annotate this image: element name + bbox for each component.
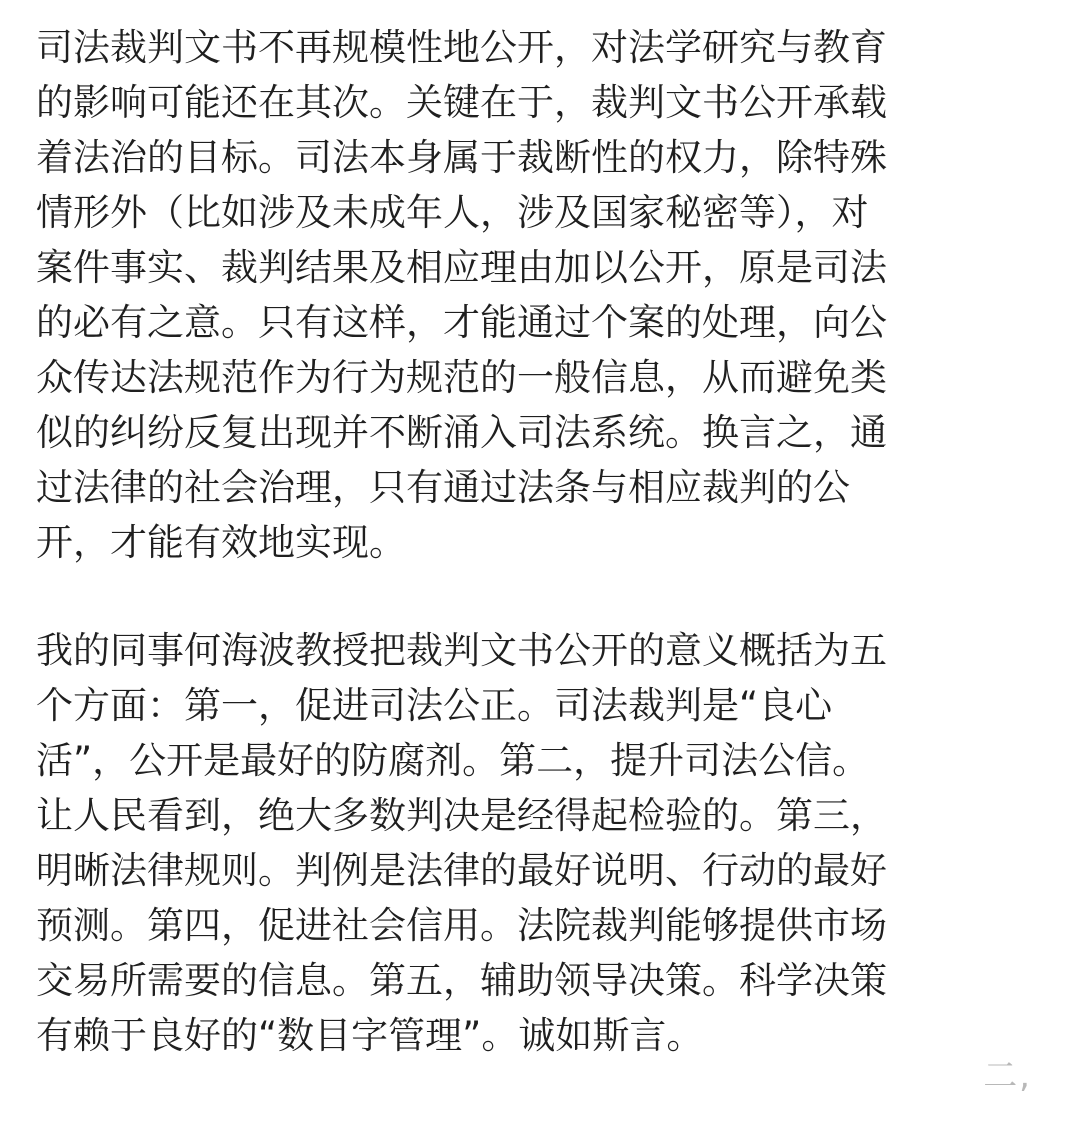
text-line: 开，才能有效地实现。 [36, 521, 406, 564]
document-body [36, 0, 1046, 1063]
text-line: 的影响可能还在其次。关键在于，裁判文书公开承载 [36, 81, 887, 124]
text-line: 着法治的目标。司法本身属于裁断性的权力，除特殊 [36, 136, 887, 179]
text-line: 活”，公开是最好的防腐剂。第二，提升司法公信。 [36, 739, 870, 782]
paragraph-1 [36, 20, 1046, 570]
text-line: 众传达法规范作为行为规范的一般信息，从而避免类 [36, 356, 887, 399]
text-line: 司法裁判文书不再规模性地公开，对法学研究与教育 [36, 26, 887, 69]
text-line: 个方面：第一，促进司法公正。司法裁判是“良心 [36, 684, 833, 727]
text-line: 案件事实、裁判结果及相应理由加以公开，原是司法 [36, 246, 887, 289]
text-line: 过法律的社会治理，只有通过法条与相应裁判的公 [36, 466, 850, 509]
watermark: 二, [983, 1056, 1032, 1096]
text-line: 交易所需要的信息。第五，辅助领导决策。科学决策 [36, 959, 887, 1002]
text-line: 预测。第四，促进社会信用。法院裁判能够提供市场 [36, 904, 887, 947]
text-line: 情形外（比如涉及未成年人，涉及国家秘密等），对 [36, 191, 869, 234]
text-line: 有赖于良好的“数目字管理”。诚如斯言。 [36, 1014, 704, 1057]
text-line: 明晰法律规则。判例是法律的最好说明、行动的最好 [36, 849, 887, 892]
text-line: 让人民看到，绝大多数判决是经得起检验的。第三， [36, 794, 887, 837]
text-line: 我的同事何海波教授把裁判文书公开的意义概括为五 [36, 629, 887, 672]
text-line: 似的纠纷反复出现并不断涌入司法系统。换言之，通 [36, 411, 887, 454]
text-line: 的必有之意。只有这样，才能通过个案的处理，向公 [36, 301, 887, 344]
paragraph-2 [36, 623, 1046, 1063]
